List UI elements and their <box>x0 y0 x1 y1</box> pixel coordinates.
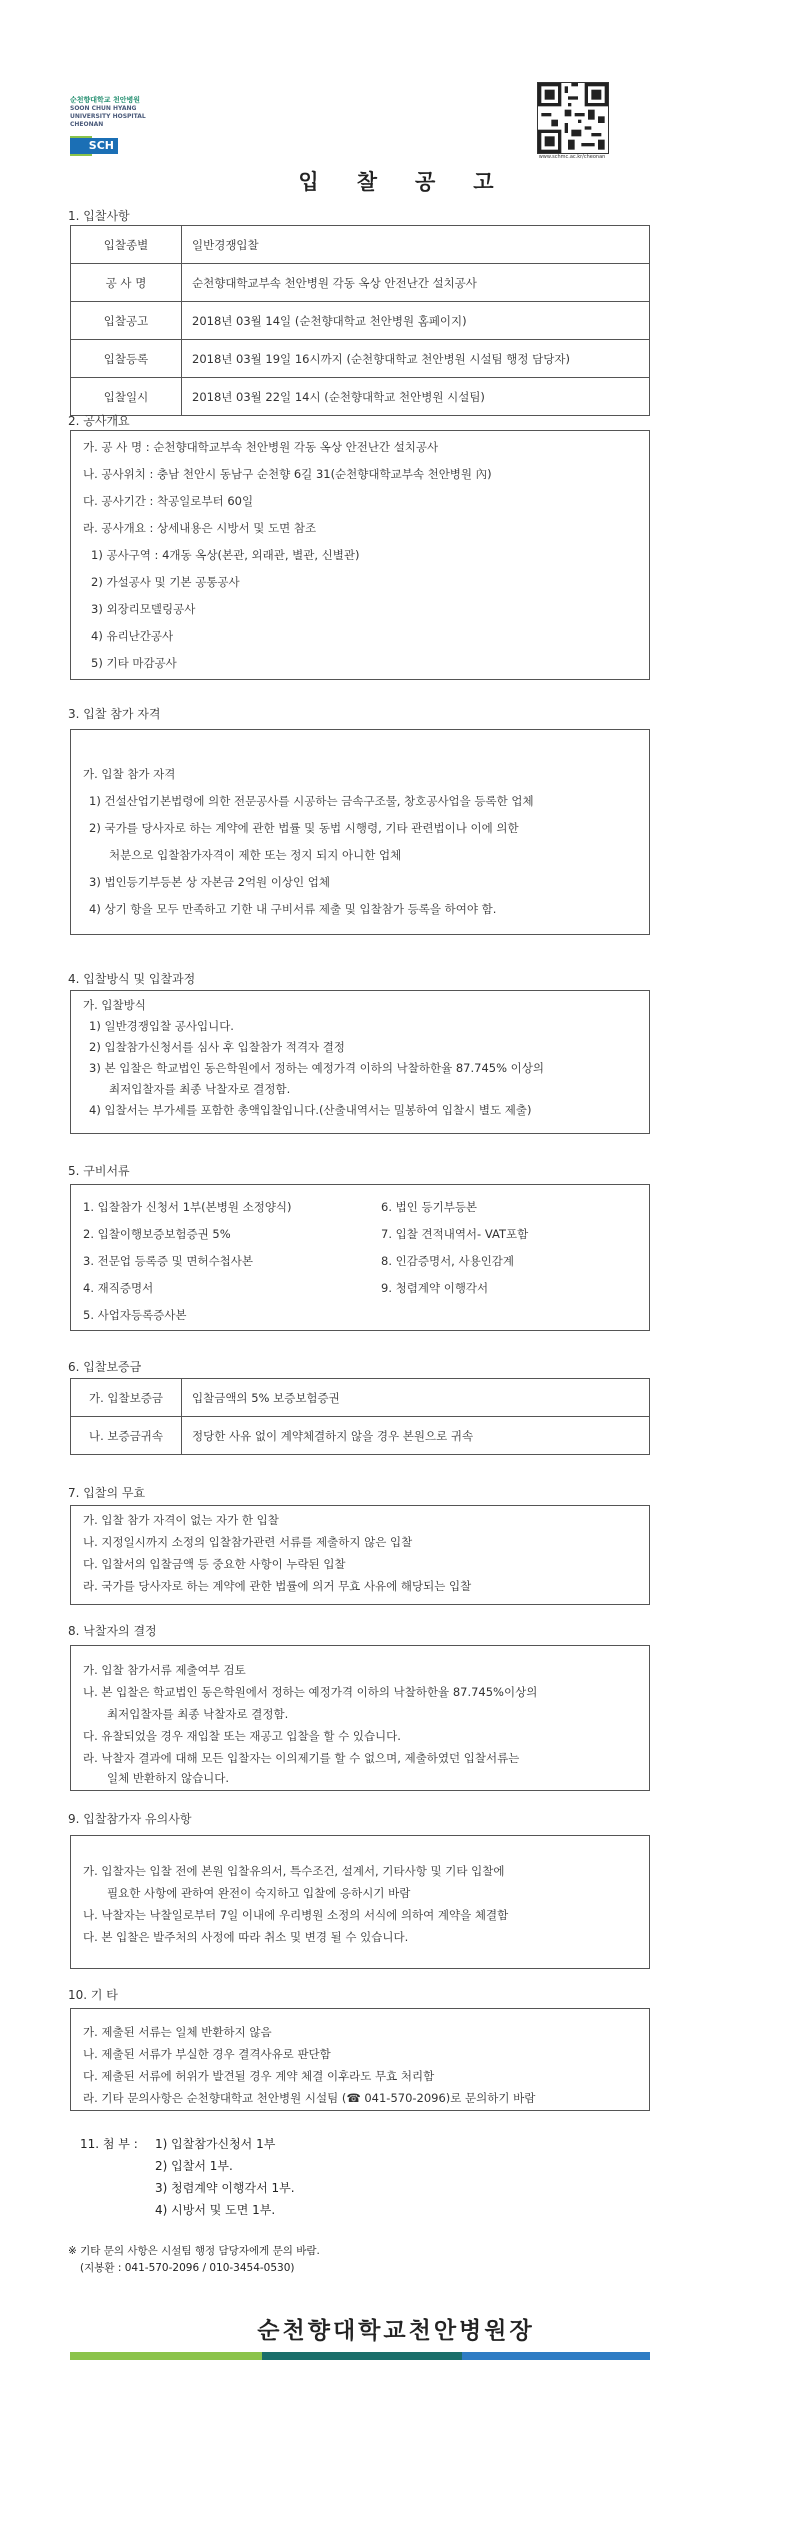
contact-note: ※ 기타 문의 사항은 시설팀 행정 담당자에게 문의 바람. <box>68 2245 320 2257</box>
list-item: 2) 국가를 당사자로 하는 계약에 관한 법률 및 동법 시행령, 기타 관련법이나 이에 의한 <box>89 821 519 835</box>
table-row <box>71 226 650 264</box>
issuer-name: 순천향대학교천안병원장 <box>257 2318 535 2344</box>
list-item: 4) 입찰서는 부가세를 포함한 총액입찰입니다.(산출내역서는 밀봉하여 입찰시 별도 제출) <box>89 1103 532 1117</box>
bid-invalid-box <box>70 1505 650 1605</box>
list-item: 3) 법인등기부등본 상 자본금 2억원 이상인 업체 <box>89 875 331 889</box>
list-item: 가. 입찰 참가 자격이 없는 자가 한 입찰 <box>83 1513 279 1527</box>
section-heading-1: 1. 입찰사항 <box>68 209 130 223</box>
list-item: 4) 상기 항을 모두 만족하고 기한 내 구비서류 제출 및 입찰참가 등록을 하여야 함. <box>89 902 497 916</box>
qr-code-icon <box>537 82 609 154</box>
list-item: 가. 제출된 서류는 일체 반환하지 않음 <box>83 2025 272 2039</box>
list-item: 4. 재직증명서 <box>83 1281 154 1295</box>
list-item: 다. 유찰되었을 경우 재입찰 또는 재공고 입찰을 할 수 있습니다. <box>83 1729 401 1743</box>
attachment-item: 1) 입찰참가신청서 1부 <box>155 2137 276 2151</box>
list-item: 다. 입찰서의 입찰금액 등 중요한 사항이 누락된 입찰 <box>83 1557 346 1571</box>
list-item: 3. 전문업 등록증 및 면허수첩사본 <box>83 1254 254 1268</box>
section-heading-6: 6. 입찰보증금 <box>68 1360 142 1374</box>
table-key: 가. 입찰보증금 <box>71 1379 182 1417</box>
qr-caption: www.schmc.ac.kr/cheonan <box>538 154 606 160</box>
list-item: 7. 입찰 견적내역서- VAT포함 <box>381 1227 529 1241</box>
bid-deposit-table <box>70 1378 650 1455</box>
list-item: 가. 입찰 참가 자격 <box>83 767 176 781</box>
table-value: 2018년 03월 22일 14시 (순천향대학교 천안병원 시설팀) <box>182 378 650 416</box>
list-item: 라. 낙찰자 결과에 대해 모든 입찰자는 이의제기를 할 수 없으며, 제출하였던 입찰서류는 <box>83 1751 520 1765</box>
list-item: 라. 기타 문의사항은 순천향대학교 천안병원 시설팀 (☎ 041-570-2096)로 문의하기 바람 <box>83 2091 536 2105</box>
list-item: 9. 청렴계약 이행각서 <box>381 1281 489 1295</box>
list-item: 2. 입찰이행보증보험증권 5% <box>83 1227 231 1241</box>
table-value: 정당한 사유 없이 계약체결하지 않을 경우 본원으로 귀속 <box>182 1417 650 1455</box>
list-item: 2) 입찰참가신청서를 심사 후 입찰참가 적격자 결정 <box>89 1040 345 1054</box>
list-item: 다. 제출된 서류에 허위가 발견될 경우 계약 체결 이후라도 무효 처리함 <box>83 2069 435 2083</box>
list-item: 가. 입찰 참가서류 제출여부 검토 <box>83 1663 246 1677</box>
table-value: 순천향대학교부속 천안병원 각동 옥상 안전난간 설치공사 <box>182 264 650 302</box>
list-item: 1) 공사구역 : 4개동 옥상(본관, 외래관, 별관, 신별관) <box>91 548 360 562</box>
section-heading-9: 9. 입찰참가자 유의사항 <box>68 1812 192 1826</box>
attachments-label: 11. 첨 부 : <box>80 2137 138 2151</box>
logo-english-1: SOON CHUN HYANG <box>70 105 137 112</box>
list-item: 가. 공 사 명 : 순천향대학교부속 천안병원 각동 옥상 안전난간 설치공사 <box>83 440 439 454</box>
table-row <box>71 1417 650 1455</box>
table-row <box>71 264 650 302</box>
list-item: 3) 외장리모델링공사 <box>91 602 196 616</box>
footer-bar-teal <box>262 2352 462 2360</box>
required-documents-box <box>70 1184 650 1331</box>
footer-bar-green <box>70 2352 262 2360</box>
qualification-box <box>70 729 650 935</box>
table-row <box>71 378 650 416</box>
construction-overview-box <box>70 430 650 680</box>
list-item: 최저입찰자를 최종 낙찰자로 결정함. <box>109 1082 291 1096</box>
section-heading-5: 5. 구비서류 <box>68 1164 130 1178</box>
table-key: 입찰등록 <box>71 340 182 378</box>
list-item: 2) 가설공사 및 기본 공통공사 <box>91 575 240 589</box>
footer-bar-blue <box>462 2352 650 2360</box>
section-heading-8: 8. 낙찰자의 결정 <box>68 1624 157 1638</box>
table-row <box>71 302 650 340</box>
list-item: 3) 본 입찰은 학교법인 동은학원에서 정하는 예정가격 이하의 낙찰하한율 87.745% 이상의 <box>89 1061 545 1075</box>
list-item: 나. 낙찰자는 낙찰일로부터 7일 이내에 우리병원 소정의 서식에 의하여 계약을 체결함 <box>83 1908 509 1922</box>
page-title: 입찰공고 <box>298 170 532 194</box>
table-key: 입찰일시 <box>71 378 182 416</box>
table-value: 일반경쟁입찰 <box>182 226 650 264</box>
winner-decision-box <box>70 1645 650 1791</box>
table-value: 입찰금액의 5% 보증보험증권 <box>182 1379 650 1417</box>
list-item: 나. 지정일시까지 소정의 입찰참가관련 서류를 제출하지 않은 입찰 <box>83 1535 413 1549</box>
list-item: 1. 입찰참가 신청서 1부(본병원 소정양식) <box>83 1200 292 1214</box>
table-row <box>71 1379 650 1417</box>
table-key: 공 사 명 <box>71 264 182 302</box>
list-item: 라. 국가를 당사자로 하는 계약에 관한 법률에 의거 무효 사유에 해당되는 입찰 <box>83 1579 472 1593</box>
attachment-item: 4) 시방서 및 도면 1부. <box>155 2203 276 2217</box>
list-item: 나. 공사위치 : 충남 천안시 동남구 순천향 6길 31(순천향대학교부속 천안병원 內) <box>83 467 492 481</box>
table-row <box>71 340 650 378</box>
section-heading-3: 3. 입찰 참가 자격 <box>68 707 161 721</box>
section-heading-4: 4. 입찰방식 및 입찰과정 <box>68 972 196 986</box>
attachment-item: 2) 입찰서 1부. <box>155 2159 233 2173</box>
list-item: 라. 공사개요 : 상세내용은 시방서 및 도면 참조 <box>83 521 317 535</box>
logo-sch-badge: SCH <box>70 138 118 154</box>
contact-phone: (지봉환 : 041-570-2096 / 010-3454-0530) <box>80 2262 295 2274</box>
list-item: 처분으로 입찰참가자격이 제한 또는 정지 되지 아니한 업체 <box>109 848 402 862</box>
section-heading-2: 2. 공사개요 <box>68 414 130 428</box>
misc-box <box>70 2008 650 2111</box>
logo-korean: 순천향대학교 천안병원 <box>70 96 141 104</box>
section-heading-10: 10. 기 타 <box>68 1988 118 2002</box>
list-item: 나. 본 입찰은 학교법인 동은학원에서 정하는 예정가격 이하의 낙찰하한율 87.745%이상의 <box>83 1685 538 1699</box>
section-heading-7: 7. 입찰의 무효 <box>68 1486 146 1500</box>
list-item: 5) 기타 마감공사 <box>91 656 177 670</box>
bidder-notice-box <box>70 1835 650 1969</box>
list-item: 1) 일반경쟁입찰 공사입니다. <box>89 1019 234 1033</box>
list-item: 최저입찰자를 최종 낙찰자로 결정함. <box>107 1707 289 1721</box>
table-key: 나. 보증금귀속 <box>71 1417 182 1455</box>
list-item: 일체 반환하지 않습니다. <box>107 1771 230 1785</box>
bid-info-table <box>70 225 650 416</box>
table-key: 입찰종별 <box>71 226 182 264</box>
list-item: 4) 유리난간공사 <box>91 629 174 643</box>
bid-method-box <box>70 990 650 1134</box>
logo-english-3: CHEONAN <box>70 121 104 128</box>
table-key: 입찰공고 <box>71 302 182 340</box>
list-item: 8. 인감증명서, 사용인감계 <box>381 1254 515 1268</box>
list-item: 나. 제출된 서류가 부실한 경우 결격사유로 판단함 <box>83 2047 331 2061</box>
list-item: 5. 사업자등록증사본 <box>83 1308 187 1322</box>
table-value: 2018년 03월 19일 16시까지 (순천향대학교 천안병원 시설팀 행정 담당자) <box>182 340 650 378</box>
table-value: 2018년 03월 14일 (순천향대학교 천안병원 홈페이지) <box>182 302 650 340</box>
list-item: 가. 입찰자는 입찰 전에 본원 입찰유의서, 특수조건, 설계서, 기타사항 및 기타 입찰에 <box>83 1864 505 1878</box>
list-item: 필요한 사항에 관하여 완전이 숙지하고 입찰에 응하시기 바람 <box>107 1886 411 1900</box>
list-item: 다. 공사기간 : 착공일로부터 60일 <box>83 494 254 508</box>
list-item: 다. 본 입찰은 발주처의 사정에 따라 취소 및 변경 될 수 있습니다. <box>83 1930 409 1944</box>
list-item: 가. 입찰방식 <box>83 998 146 1012</box>
hospital-logo <box>70 96 165 129</box>
attachment-item: 3) 청렴계약 이행각서 1부. <box>155 2181 295 2195</box>
list-item: 6. 법인 등기부등본 <box>381 1200 478 1214</box>
logo-english-2: UNIVERSITY HOSPITAL <box>70 113 146 120</box>
list-item: 1) 건설산업기본법령에 의한 전문공사를 시공하는 금속구조물, 창호공사업을 등록한 업체 <box>89 794 534 808</box>
